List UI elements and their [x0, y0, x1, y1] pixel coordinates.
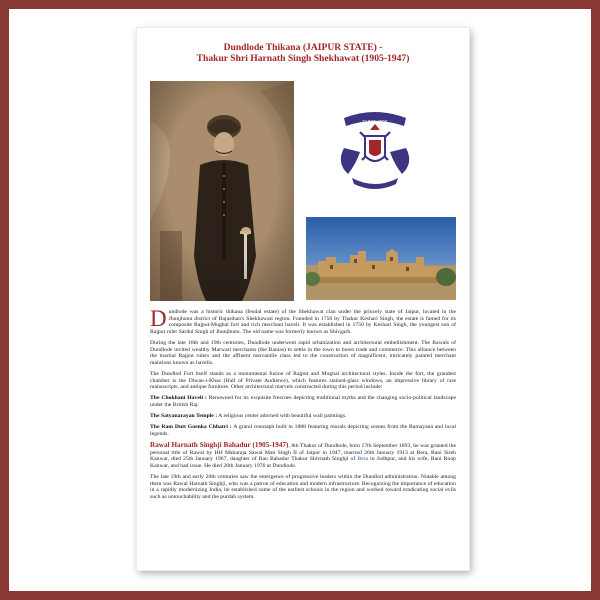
poster — [137, 28, 469, 570]
drop-cap: D — [150, 306, 167, 331]
family-crest-icon — [330, 108, 420, 198]
urbanization-paragraph: During the late 18th and 19th centuries, Dundlode underwent rapid urbanization and architectural embellishment. The Rawals of Dundlode invited wealthy Marwari merchants (the Banias) to settle in the town to boost trade and commerce. This alliance between the martial Rajput rulers and the affluent mercantile class led to the construction of magnificent, intricately painted merchant mansions known as havelis. — [150, 339, 456, 366]
bera-link[interactable]: Bera — [357, 456, 369, 463]
list-item — [150, 424, 456, 437]
intro-paragraph — [150, 306, 456, 335]
closing-paragraph: The late 19th and early 20th centuries saw the emergence of progressive leaders within the Dundlod administration. Notable among them was Rawal Harnath Singhji, who was a patron of education and modern infrastructure. Recognizing the importance of education in a rapidly modernizing India, he established some of the earliest schools in the region and worked toward eradicating social evils such as untouchability and the purdah system. — [150, 474, 456, 500]
poster-title — [137, 42, 469, 64]
list-item — [150, 395, 456, 408]
rawal-text-b: in Jodhpur, and his wife, Rani Roop Kanwar, and had issue. He died 26th January 1976 at Dundlode. — [150, 456, 457, 469]
title-line-1: Dundlode Thikana (JAIPUR STATE) - — [223, 42, 383, 53]
item-text: Renowned for its exquisite frescoes depicting traditional myths and the changing socio-political landscape under the British Raj. — [150, 395, 457, 408]
item-text: A religious center adorned with beautiful wall paintings. — [217, 413, 347, 420]
item-title: The Ram Dutt Goenka Chhatri : — [150, 424, 232, 431]
portrait-photo — [150, 81, 294, 301]
fort-photo — [306, 217, 456, 300]
rawal-text-a: , 8th Thakur of Dundlode, born 17th September 1893, he was granted the personal title of Rawal by HH Maharaja Sawai Man Singh II of Jaipur in 1947, married 26th January 1913 at Bera, Rani Sireh Kanwar, died 25th January 1967, daughter of Rao Bahadur Thakur Shivnath Singhji of — [150, 443, 456, 463]
article-body — [150, 306, 457, 505]
item-title: The Satyanarayan Temple : — [150, 413, 218, 420]
crest-motto: DUNDLODE — [362, 119, 388, 124]
fort-paragraph: The Dundlod Fort itself stands as a monumental fusion of Rajput and Mughal architectural styles. Inside the fort, the grandest chamber is the Diwan-i-Khas (Hall of Private Audience), which features stained-glass windows, an impressive library of rare manuscripts, and antique furniture. Other architectural marvels constructed during this period include: — [150, 370, 456, 391]
title-line-2: Thakur Shri Harnath Singh Shekhawat (1905-1947) — [196, 53, 410, 64]
intro-text: undlode was a historic thikana (feudal estate) of the Shekhawat clan under the princely state of Jaipur, located in the Jhunjhunu district of Rajasthan's Shekhawati region. Founded in 1750 by Thakur Keshari Singh, the estate is famed for its composite Rajput-Mughal fort and rich merchant haveli. It was established in 1750 by Keshari Singh, the youngest son of Rajput ruler Sardul Singh of Jhunjhunu. The old name was formerly known as Shivgarh. — [150, 309, 456, 335]
list-item — [150, 413, 456, 420]
item-title: The Chokhani Haveli : — [150, 395, 207, 402]
item-text: A grand cenotaph built in 1888 featuring murals depicting scenes from the Ramayana and local legends. — [150, 424, 456, 437]
rawal-title: Rawal Harnath Singhji Bahadur (1905-1947) — [150, 441, 289, 450]
portrait-figure — [150, 81, 294, 301]
rawal-paragraph — [150, 442, 456, 469]
